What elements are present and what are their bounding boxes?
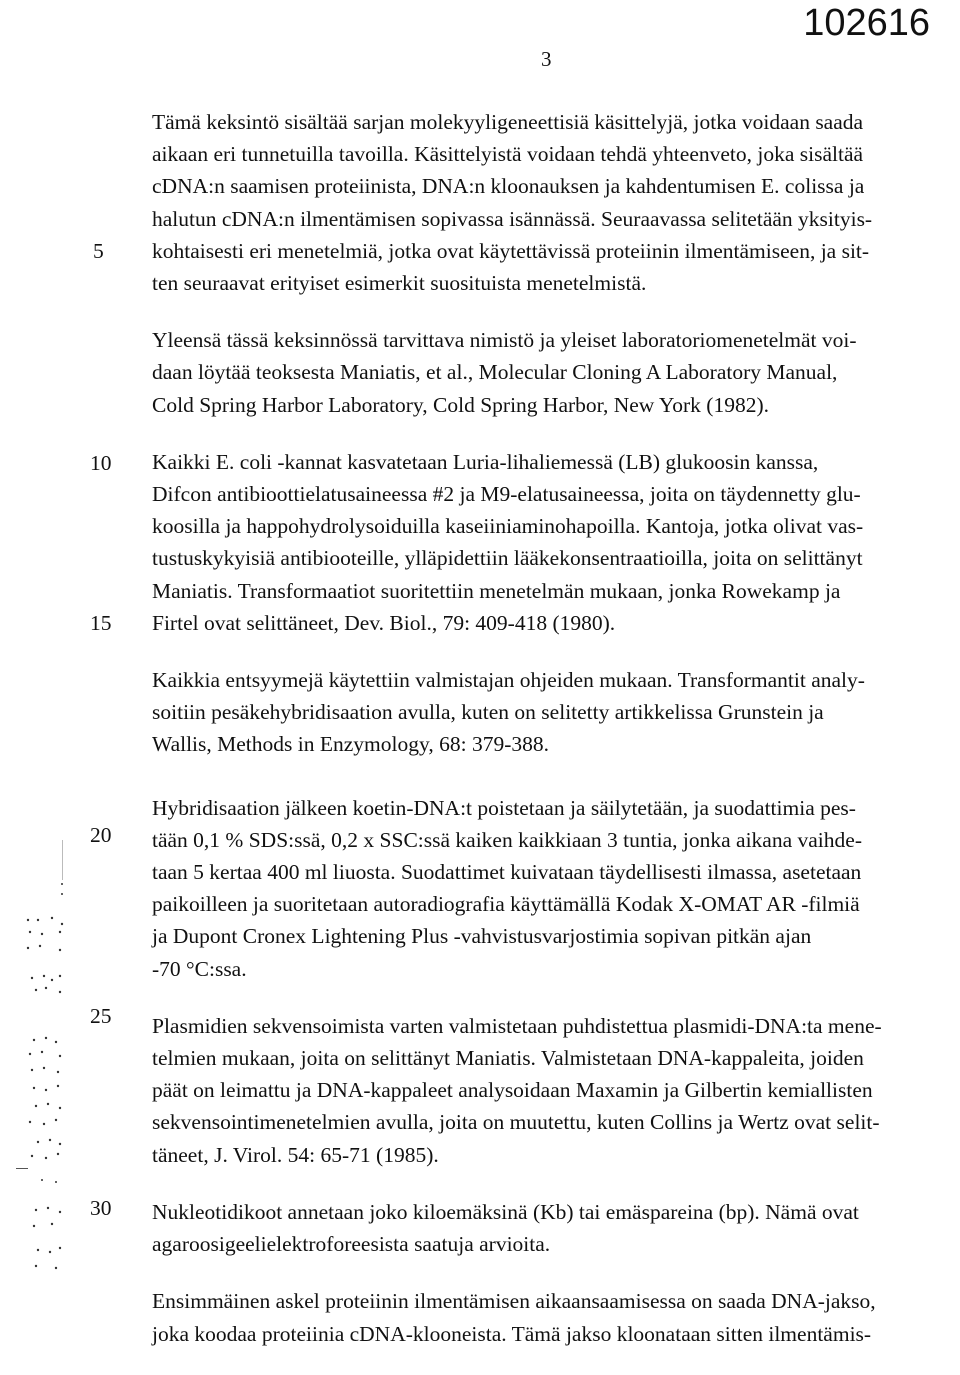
text-line: -70 °C:ssa. [152,956,247,981]
paragraph-6 [152,1010,960,1171]
text-line: Firtel ovat selittäneet, Dev. Biol., 79: 409-418 (1980). [152,610,616,635]
text-line: ten seuraavat erityiset esimerkit suosituista menetelmistä. [152,271,647,296]
text-line: telmien mukaan, joita on selittänyt Maniatis. Valmistetaan DNA-kappaleita, joiden [152,1046,864,1071]
text-line: päät on leimattu ja DNA-kappaleet analysoidaan Maxamin ja Gilbertin kemiallisten [152,1078,873,1103]
text-line: sekvensointimenetelmien avulla, joita on muutettu, kuten Collins ja Wertz ovat selit- [152,1110,880,1135]
text-line: cDNA:n saamisen proteiinista, DNA:n kloonauksen ja kahdentumisen E. colissa ja [152,174,865,199]
paragraph-2 [152,324,960,421]
margin-speckle-decoration [16,880,76,1280]
paragraph-4 [152,664,960,761]
line-number-20: 20 [90,823,112,847]
page-number: 3 [541,47,552,71]
text-line: Wallis, Methods in Enzymology, 68: 379-388. [152,732,549,757]
line-number-15: 15 [90,611,112,635]
text-line: Hybridisaation jälkeen koetin-DNA:t poistetaan ja säilytetään, ja suodattimia pes- [152,795,856,820]
paragraph-1 [152,106,960,299]
text-line: Nukleotidikoot annetaan joko kiloemäksinä (Kb) tai emäspareina (bp). Nämä ovat [152,1199,859,1224]
text-line: Yleensä tässä keksinnössä tarvittava nimistö ja yleiset laboratoriomenetelmät voi- [152,328,857,353]
margin-rule [62,840,63,880]
text-line: agaroosigeelielektroforeesista saatuja arvioita. [152,1232,551,1257]
text-line: Kaikki E. coli -kannat kasvatetaan Luria-lihaliemessä (LB) glukoosin kanssa, [152,449,819,474]
text-line: paikoilleen ja suoritetaan autoradiografia käyttämällä Kodak X-OMAT AR -filmiä [152,892,860,917]
paragraph-3 [152,446,960,639]
text-line: aikaan eri tunnetuilla tavoilla. Käsittelyistä voidaan tehdä yhteenveto, joka sisältää [152,142,864,167]
text-line: Ensimmäinen askel proteiinin ilmentämisen aikaansaamisessa on saada DNA-jakso, [152,1289,876,1314]
text-line: kohtaisesti eri menetelmiä, jotka ovat käytettävissä proteiinin ilmentämiseen, ja sit- [152,238,870,263]
line-number-25: 25 [90,1004,112,1028]
body-text [152,106,960,1375]
line-number-30: 30 [90,1196,112,1220]
line-number-10: 10 [90,451,112,475]
paragraph-7 [152,1196,960,1260]
text-line: Plasmidien sekvensoimista varten valmistetaan puhdistettua plasmidi-DNA:ta mene- [152,1013,882,1038]
text-line: ja Dupont Cronex Lightening Plus -vahvistusvarjostimia sopivan pitkän ajan [152,924,812,949]
paragraph-8 [152,1285,960,1349]
text-line: daan löytää teoksesta Maniatis, et al., Molecular Cloning A Laboratory Manual, [152,360,838,385]
text-line: täneet, J. Virol. 54: 65-71 (1985). [152,1142,439,1167]
text-line: Cold Spring Harbor Laboratory, Cold Spring Harbor, New York (1982). [152,392,769,417]
text-line: taan 5 kertaa 400 ml liuosta. Suodattimet kuivataan täydellisesti ilmassa, asetetaan [152,860,862,885]
text-line: Maniatis. Transformaatiot suoritettiin menetelmän mukaan, jonka Rowekamp ja [152,578,841,603]
paragraph-5 [152,792,960,985]
text-line: koosilla ja happohydrolysoiduilla kaseiiniaminohapoilla. Kantoja, jotka olivat vas- [152,514,864,539]
text-line: halutun cDNA:n ilmentämisen sopivassa isännässä. Seuraavassa selitetään yksityis- [152,206,873,231]
line-number-5: 5 [93,239,104,263]
text-line: tään 0,1 % SDS:ssä, 0,2 x SSC:ssä kaiken kaikkiaan 3 tuntia, jonka aikana vaihde- [152,827,862,852]
patent-number: 102616 [803,2,930,44]
text-line: soitiin pesäkehybridisaation avulla, kuten on selitetty artikkelissa Grunstein ja [152,700,824,725]
text-line: Tämä keksintö sisältää sarjan molekyyligeneettisiä käsittelyjä, jotka voidaan saada [152,110,864,134]
text-line: Kaikkia entsyymejä käytettiin valmistajan ohjeiden mukaan. Transformantit analy- [152,668,865,693]
text-line: tustuskykyisiä antibiooteille, ylläpidettiin lääkekonsentraatioilla, joita on selittänyt [152,546,863,571]
text-line: Difcon antibioottielatusaineessa #2 ja M9-elatusaineessa, joita on täydennetty glu- [152,482,861,507]
text-line: joka koodaa proteiinia cDNA-klooneista. Tämä jakso kloonataan sitten ilmentämis- [152,1321,872,1346]
